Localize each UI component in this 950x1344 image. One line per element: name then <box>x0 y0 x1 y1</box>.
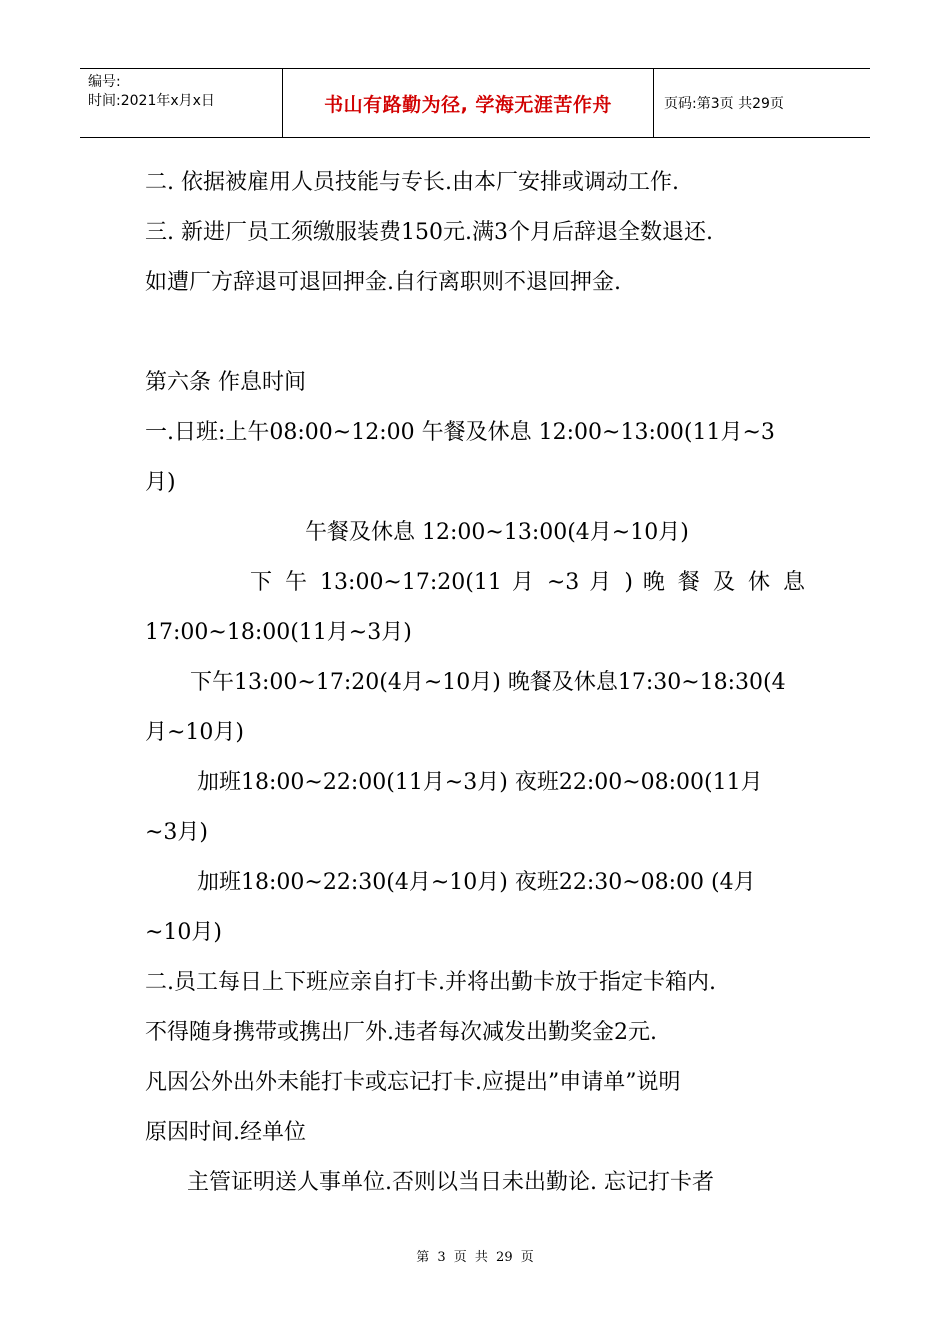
body-line: 原因时间.经单位 <box>145 1120 306 1145</box>
body-line: 二. 依据被雇用人员技能与专长.由本厂安排或调动工作. <box>145 170 679 195</box>
body-line: 下 午 13:00~17:20(11 月 ~3 月 ) 晚 餐 及 休 息 <box>250 570 805 595</box>
document-number-label: 编号: <box>88 74 121 90</box>
body-line: 17:00~18:00(11月~3月) <box>145 620 412 645</box>
body-line: 主管证明送人事单位.否则以当日未出勤论. 忘记打卡者 <box>187 1170 714 1195</box>
body-line: ~3月) <box>145 820 209 845</box>
body-line: ~10月) <box>145 920 223 945</box>
page-footer: 第 3 页 共 29 页 <box>416 1250 534 1265</box>
body-line: 午餐及休息 12:00~13:00(4月~10月) <box>305 520 689 545</box>
header-page-info: 页码:第3页 共29页 <box>664 96 784 112</box>
body-line: 如遭厂方辞退可退回押金.自行离职则不退回押金. <box>145 270 621 295</box>
section-heading: 第六条 作息时间 <box>145 370 306 395</box>
body-line: 加班18:00~22:30(4月~10月) 夜班22:30~08:00 (4月 <box>197 870 756 895</box>
header-meta <box>80 69 282 137</box>
body-line: 不得随身携带或携出厂外.违者每次减发出勤奖金2元. <box>145 1020 657 1045</box>
document-date-label: 时间:2021年x月x日 <box>88 93 215 109</box>
body-line: 凡因公外出外未能打卡或忘记打卡.应提出”申请单”说明 <box>145 1070 681 1095</box>
body-line: 加班18:00~22:00(11月~3月) 夜班22:00~08:00(11月 <box>197 770 763 795</box>
body-line: 月~10月) <box>145 720 245 745</box>
page-header <box>80 68 870 138</box>
body-line: 下午13:00~17:20(4月~10月) 晚餐及休息17:30~18:30(4 <box>190 670 786 695</box>
body-line: 月) <box>145 470 176 495</box>
body-line: 二.员工每日上下班应亲自打卡.并将出勤卡放于指定卡箱内. <box>145 970 716 995</box>
header-motto: 书山有路勤为径, 学海无涯苦作舟 <box>282 69 654 137</box>
body-line: 三. 新进厂员工须缴服装费150元.满3个月后辞退全数退还. <box>145 220 713 245</box>
body-line: 一.日班:上午08:00~12:00 午餐及休息 12:00~13:00(11月~3 <box>145 420 775 445</box>
